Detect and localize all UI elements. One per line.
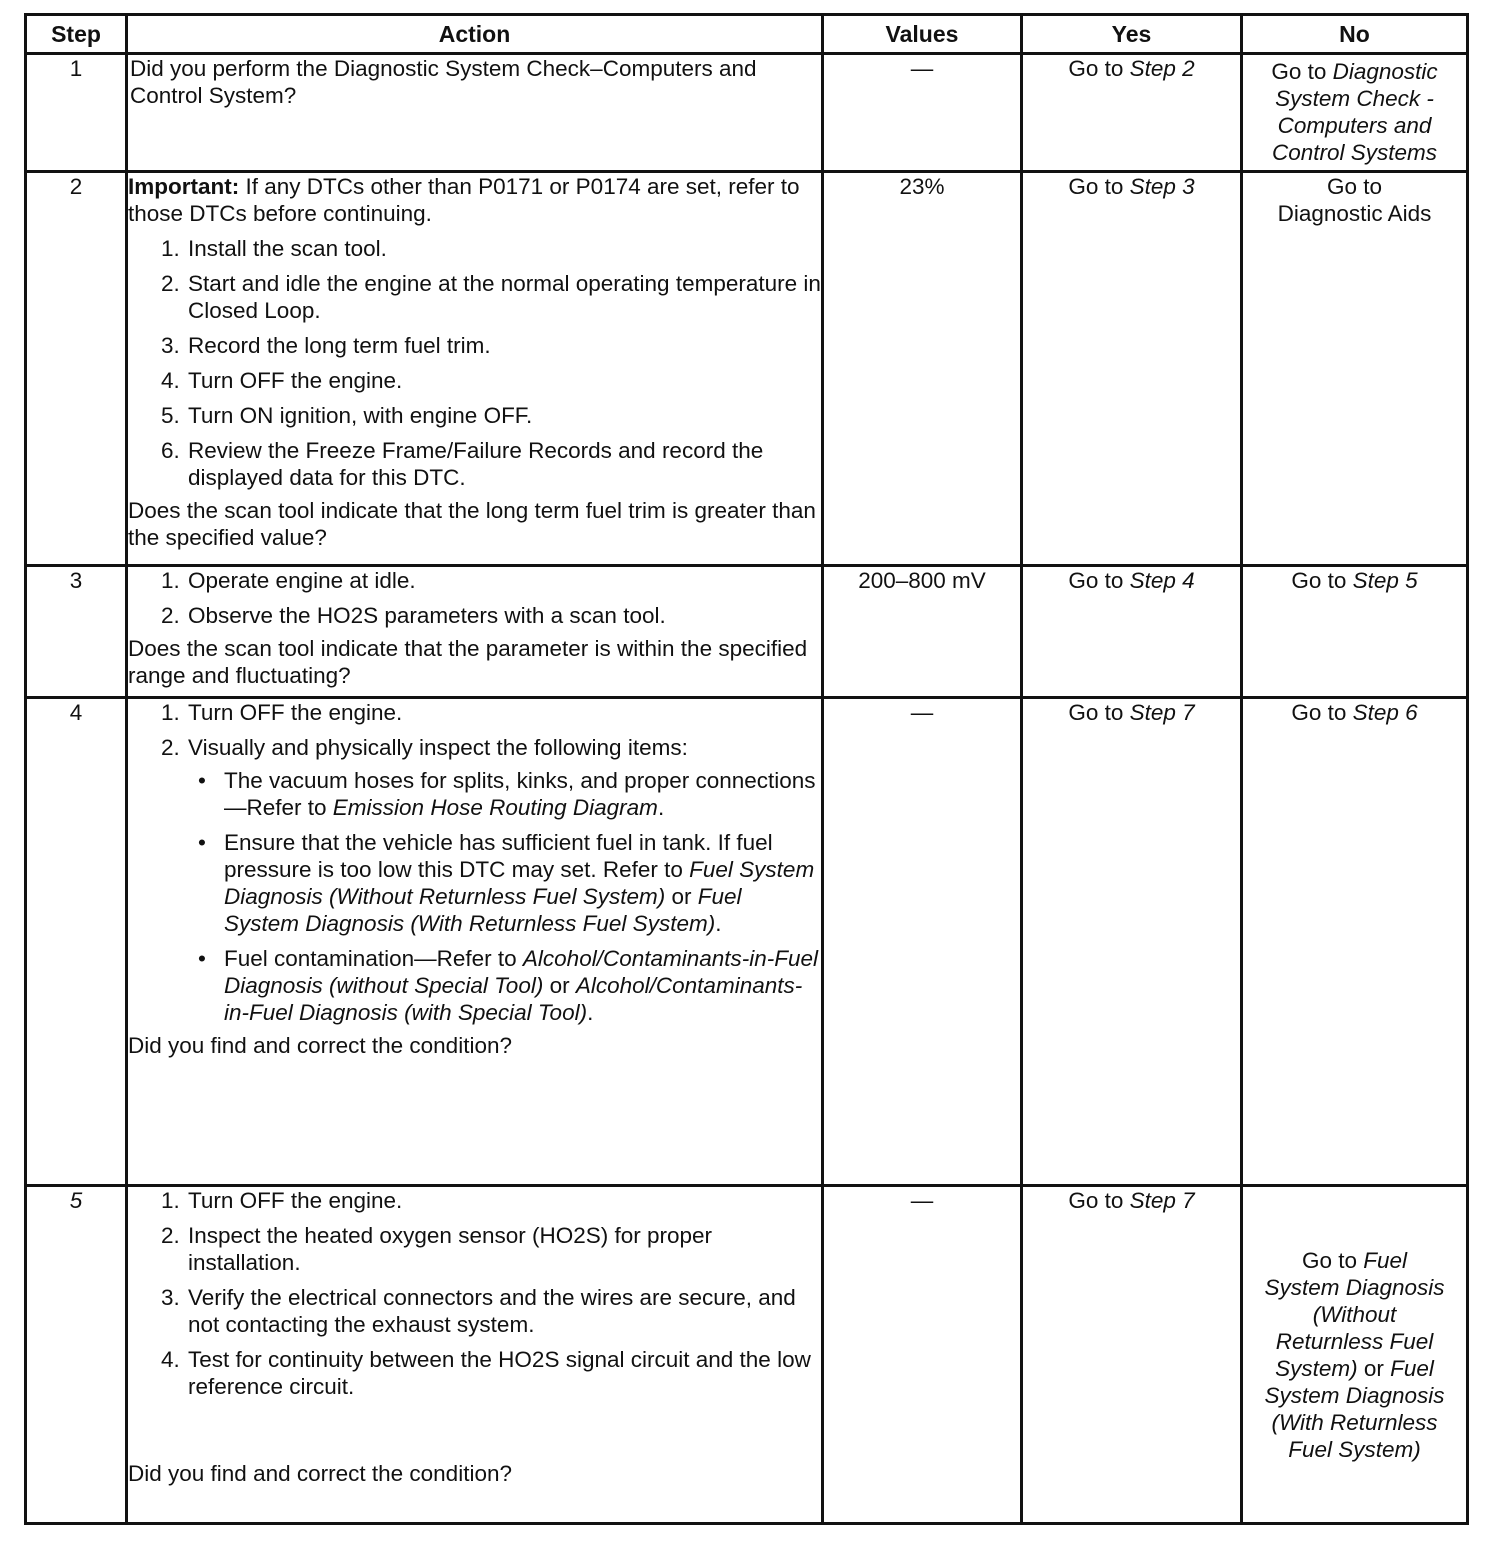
yes-cell (1022, 1186, 1242, 1524)
yes-prefix: Go to (1068, 174, 1130, 199)
no-link[interactable]: Step 5 (1352, 568, 1418, 593)
inspection-text: Ensure that the vehicle has sufficient fuel in tank. If fuel pressure is too low this DTC may set. Refer to (224, 830, 773, 882)
step-number: 2 (26, 172, 127, 566)
yes-cell (1022, 54, 1242, 172)
header-step: Step (26, 15, 127, 54)
procedure-list (128, 235, 821, 491)
connector-text: or (543, 973, 576, 998)
yes-link[interactable]: Step 7 (1129, 700, 1195, 725)
yes-link[interactable]: Step 4 (1129, 568, 1195, 593)
punctuation: . (715, 911, 722, 936)
inspection-text: The vacuum hoses for splits, kinks, and proper connections—Refer to (224, 768, 816, 820)
no-link[interactable]: Step 6 (1352, 700, 1418, 725)
header-yes: Yes (1022, 15, 1242, 54)
procedure-item-text: Visually and physically inspect the following items: (188, 735, 688, 760)
inspection-item (222, 945, 821, 1026)
action-cell (127, 1186, 823, 1524)
action-question: Did you find and correct the condition? (128, 1033, 512, 1058)
diagnostic-table (24, 13, 1469, 1525)
value-cell: — (823, 1186, 1022, 1524)
no-cell (1242, 54, 1468, 172)
inspection-item (222, 767, 821, 821)
no-cell (1242, 1186, 1468, 1524)
yes-prefix: Go to (1068, 56, 1130, 81)
procedure-item: 3. Record the long term fuel trim. (186, 332, 821, 359)
no-prefix: Go to (1301, 1247, 1364, 1273)
procedure-item: 2. Observe the HO2S parameters with a scan tool. (186, 602, 821, 629)
important-label: Important: (128, 174, 240, 199)
action-cell (127, 698, 823, 1186)
no-link[interactable]: Fuel System Diagnosis (Without Returnless Fuel System) (1264, 1247, 1445, 1381)
table-row (26, 172, 1468, 566)
value-cell: — (823, 698, 1022, 1186)
yes-cell (1022, 172, 1242, 566)
action-cell (127, 566, 823, 698)
table-row (26, 698, 1468, 1186)
inspection-list (188, 767, 821, 1026)
procedure-item: 1. Install the scan tool. (186, 235, 821, 262)
procedure-list (128, 699, 821, 1026)
punctuation: . (587, 1000, 594, 1025)
yes-link[interactable]: Step 7 (1129, 1188, 1195, 1213)
yes-cell (1022, 698, 1242, 1186)
procedure-item: 4. Test for continuity between the HO2S signal circuit and the low reference circuit. (186, 1346, 821, 1400)
yes-prefix: Go to (1068, 700, 1130, 725)
inspection-text: Fuel contamination—Refer to (224, 946, 523, 971)
header-row (26, 15, 1468, 54)
yes-link[interactable]: Step 2 (1129, 56, 1195, 81)
step-number: 3 (26, 566, 127, 698)
no-link[interactable]: Diagnostic System Check - Computers and Control Systems (1271, 59, 1438, 165)
reference-link[interactable]: Alcohol/Contaminants-in-Fuel Diagnosis (without Special Tool) (224, 946, 819, 998)
no-line: Go to (1326, 174, 1383, 199)
no-cell (1242, 698, 1468, 1186)
inspection-item (222, 829, 821, 937)
punctuation: . (657, 795, 665, 820)
procedure-list (128, 1187, 821, 1400)
header-action: Action (127, 15, 823, 54)
connector-text: or (1357, 1355, 1391, 1381)
action-cell (127, 54, 823, 172)
procedure-item: 6. Review the Freeze Frame/Failure Records and record the displayed data for this DTC. (186, 437, 821, 491)
table-row (26, 1186, 1468, 1524)
action-question: Does the scan tool indicate that the long term fuel trim is greater than the specified value? (128, 498, 816, 550)
no-link[interactable]: Fuel System Diagnosis (With Returnless Fuel System) (1264, 1355, 1445, 1462)
reference-link[interactable]: Emission Hose Routing Diagram (332, 795, 658, 820)
no-link[interactable]: Diagnostic Aids (1277, 201, 1432, 226)
no-prefix: Go to (1271, 59, 1333, 84)
action-question: Did you find and correct the condition? (128, 1461, 512, 1486)
step-number: 5 (26, 1186, 127, 1524)
procedure-item: 1. Turn OFF the engine. (186, 699, 821, 726)
no-prefix: Go to (1291, 568, 1353, 593)
procedure-item: 3. Verify the electrical connectors and the wires are secure, and not contacting the exhaust system. (186, 1284, 821, 1338)
table-row (26, 54, 1468, 172)
value-cell: — (823, 54, 1022, 172)
yes-cell (1022, 566, 1242, 698)
yes-prefix: Go to (1068, 1188, 1130, 1213)
connector-text: or (665, 884, 698, 909)
reference-link[interactable]: Alcohol/Contaminants-in-Fuel Diagnosis (with Special Tool) (224, 973, 803, 1025)
header-no: No (1242, 15, 1468, 54)
value-cell: 23% (823, 172, 1022, 566)
reference-link[interactable]: Fuel System Diagnosis (Without Returnless Fuel System) (224, 857, 815, 909)
procedure-item: 1. Turn OFF the engine. (186, 1187, 821, 1214)
procedure-item: 2. Inspect the heated oxygen sensor (HO2S) for proper installation. (186, 1222, 821, 1276)
reference-link[interactable]: Fuel System Diagnosis (With Returnless Fuel System) (224, 884, 742, 936)
value-cell: 200–800 mV (823, 566, 1022, 698)
procedure-item: 1. Operate engine at idle. (186, 567, 821, 594)
yes-link[interactable]: Step 3 (1129, 174, 1195, 199)
yes-prefix: Go to (1068, 568, 1130, 593)
action-question: Did you perform the Diagnostic System Check–Computers and Control System? (130, 56, 757, 108)
table-row (26, 566, 1468, 698)
procedure-list (128, 567, 821, 629)
procedure-item: 4. Turn OFF the engine. (186, 367, 821, 394)
action-question: Does the scan tool indicate that the parameter is within the specified range and fluctuating? (128, 636, 808, 688)
no-prefix: Go to (1291, 700, 1353, 725)
step-number: 4 (26, 698, 127, 1186)
procedure-item: 5. Turn ON ignition, with engine OFF. (186, 402, 821, 429)
header-values: Values (823, 15, 1022, 54)
procedure-item (186, 734, 821, 1026)
step-number: 1 (26, 54, 127, 172)
important-note (128, 173, 821, 227)
important-text: If any DTCs other than P0171 or P0174 are set, refer to those DTCs before continuing. (128, 174, 800, 226)
no-cell (1242, 566, 1468, 698)
procedure-item: 2. Start and idle the engine at the normal operating temperature in Closed Loop. (186, 270, 821, 324)
no-cell (1242, 172, 1468, 566)
action-cell (127, 172, 823, 566)
